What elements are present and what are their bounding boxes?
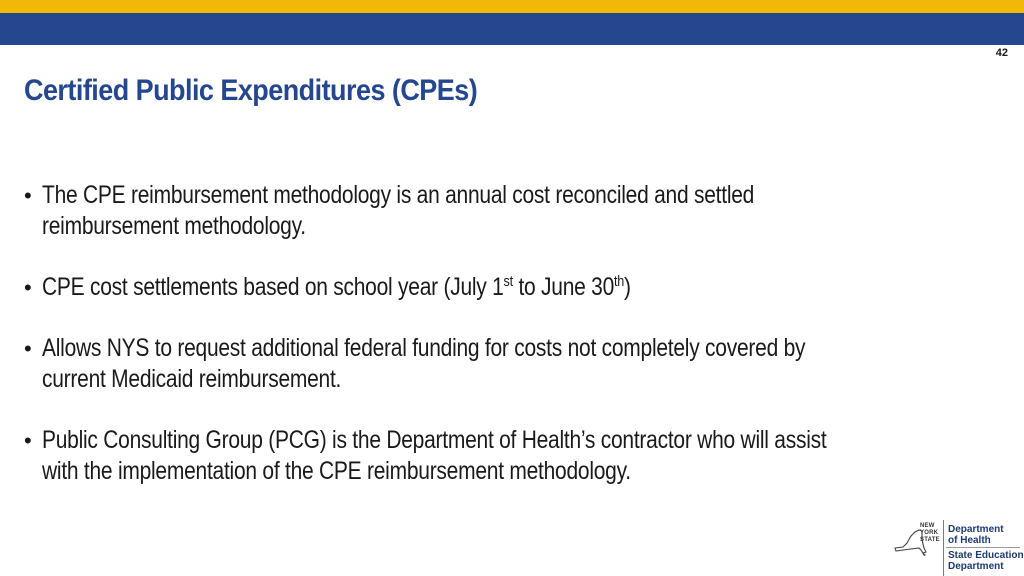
bullet-icon: • (24, 275, 32, 300)
logo-state-education-department (948, 550, 1024, 572)
bullet-text: The CPE reimbursement methodology is an annual cost reconciled and settled reimbursement methodology. (42, 181, 755, 240)
bullet-item (24, 425, 1024, 487)
nys-logo (893, 520, 1024, 576)
bullet-text-part: to June 30 (512, 273, 615, 301)
logo-dept-line: Department (948, 524, 1004, 535)
header-blue-band (0, 13, 1024, 45)
logo-state-line: STATE (920, 537, 940, 543)
logo-department-of-health (948, 524, 1004, 546)
bullet-list (24, 180, 1024, 517)
logo-state-line: YORK (920, 530, 939, 536)
logo-sed-line: State Education (948, 550, 1024, 561)
bullet-text-part: CPE cost settlements based on school year (July 1 (42, 273, 504, 301)
bullet-icon: • (24, 336, 32, 361)
bullet-text: Public Consulting Group (PCG) is the Department of Health’s contractor who will assist with the implementation of the CPE reimbursement methodology. (42, 426, 827, 485)
bullet-icon: • (24, 428, 32, 453)
logo-sed-line: Department (948, 561, 1004, 572)
bullet-text: Allows NYS to request additional federal funding for costs not completely covered by current Medicaid reimbursement. (42, 334, 806, 393)
bullet-item (24, 180, 1024, 242)
bullet-item (24, 272, 1024, 303)
logo-state-line: NEW (920, 523, 935, 529)
logo-dept-line: of Health (948, 535, 991, 546)
ordinal-suffix: st (503, 273, 513, 290)
bullet-text (42, 272, 867, 303)
logo-divider (943, 520, 944, 576)
ordinal-suffix: th (614, 273, 625, 290)
bullet-icon: • (24, 183, 32, 208)
bullet-text-part: ) (624, 273, 631, 301)
logo-separator (946, 547, 1020, 548)
slide-title: Certified Public Expenditures (CPEs) (24, 74, 478, 107)
logo-state-text (920, 523, 940, 544)
header-gold-stripe (0, 0, 1024, 13)
bullet-item (24, 333, 1024, 395)
page-number: 42 (995, 47, 1008, 59)
